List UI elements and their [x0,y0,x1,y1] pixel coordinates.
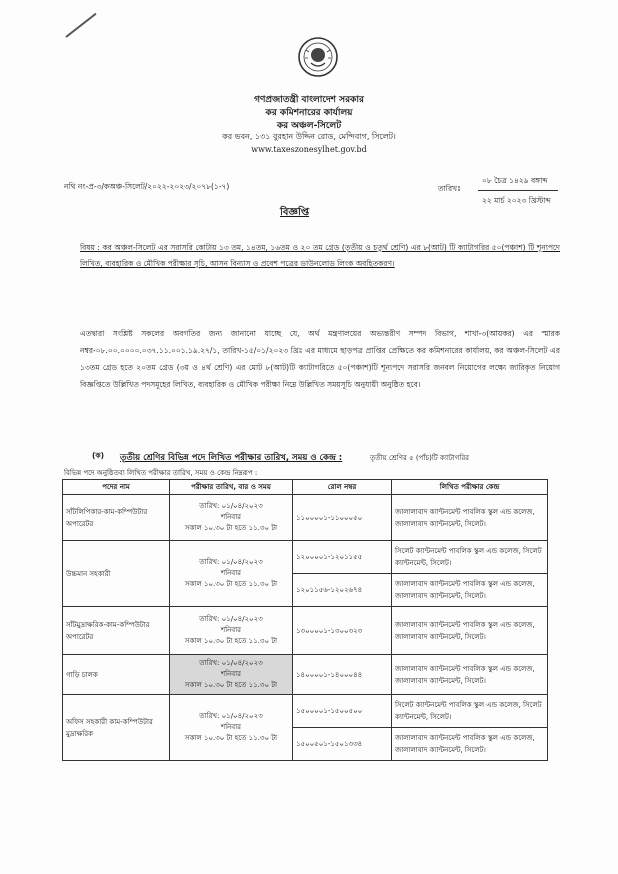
exam-time: সকাল ১০.৩০ টা হতে ১১.৩০ টা [184,734,278,742]
section-subtitle: বিভিন্ন পদে অনুষ্ঠিতব্য লিখিত পরীক্ষার তারিখ, সময় ও কেন্দ্র নিম্নরূপ : [64,469,258,477]
exam-date: তারিখ: ০১/০৪/২০২৩ [199,659,263,667]
roll-cell: ১২০১১৫৬-১২০২৬৭৪ [293,574,392,607]
date-cell [170,655,293,695]
center-cell: জালালাবাদ ক্যান্টনমেন্ট পাবলিক স্কুল এন্ড কলেজ, জালালাবাদ ক্যান্টনমেন্ট, সিলেট। [392,495,548,541]
center-cell: জালালাবাদ ক্যান্টনমেন্ট পাবলিক স্কুল এন্ড কলেজ, জালালাবাদ ক্যান্টনমেন্ট, সিলেট। [392,655,548,695]
post-cell: সাঁটলিপিকার-কাম-কম্পিউটার অপারেটর [63,495,170,541]
exam-date: তারিখ: ০১/০৪/২০২৩ [199,502,263,510]
center-cell: সিলেট ক্যান্টনমেন্ট পাবলিক স্কুল এন্ড কলেজ, সিলেট ক্যান্টনমেন্ট, সিলেট। [392,541,548,574]
section-tail: তৃতীয় শ্রেণির ৫ (পাঁচ)টি ক্যাটাগরির [370,454,470,462]
header-address: কর ভবন, ১৩১ বুরহান উদ্দিন রোড, মেন্দিবাগ, সিলেট। [222,132,396,141]
exam-time: সকাল ১০.৩০ টা হতে ১১.৩০ টা [184,681,278,689]
post-cell: উচ্চমান সহকারী [63,541,170,607]
table-row [63,655,548,695]
exam-day: শনিবার [220,670,242,678]
center-cell: জালালাবাদ ক্যান্টনমেন্ট পাবলিক স্কুল এন্ড কলেজ, জালালাবাদ ক্যান্টনমেন্ট, সিলেট। [392,728,548,761]
notice-body: এতদ্বারা সংশ্লিষ্ট সকলের অবগতির জন্য জানানো যাচ্ছে যে, অর্থ মন্ত্রণালয়ের অভ্যন্তরীণ সম্পদ বিভাগ, শাখা-৩(আয়কর) এর স্মারক নম্বর-০৮.০০.০০০০.০৩৭.১১.০০১.১৯.২৭/১, তারিখ-১৫/০১/২০২৩ খ্রিঃ এর মাধ্যমে ছাড়পত্র প্রাপ্তির প্রেক্ষিতে কর কমিশনারের কার্যালয়, কর অঞ্চল-সিলেট এর ১৩তম গ্রেড হতে ২০তম গ্রেড (৩য় ও ৪র্থ শ্রেণি) এর মোট ৮(আট)টি ক্যাটাগরিতে ৫০(পঞ্চাশ)টি শূন্যপদে সরাসরি জনবল নিয়োগের লক্ষ্যে জারিকৃত নিয়োগ বিজ্ঞপ্তিতে উল্লিখিত পদসমূহের লিখিত, ব্যবহারিক ও মৌখিক পরীক্ষা নিম্নে উল্লিখিত সময়সূচি অনুযায়ী অনুষ্ঠিত হবে। [80,329,560,389]
date-english: ২২ মার্চ ২০২৩ খ্রিস্টাব্দ [482,196,551,205]
col-center: লিখিত পরীক্ষার কেন্দ্র [392,480,548,495]
exam-date: তারিখ: ০১/০৪/২০২৩ [199,558,263,566]
reference-number: নথি নং-প্র-৩/কঅঞ্চ-সিলেট/২০২২-২০২৩/২০৭৮(১-৭) [64,182,230,191]
post-cell: সাঁটমুদ্রাক্ষরিক-কাম-কম্পিউটার অপারেটর [63,607,170,655]
notice-subject: বিষয় : কর অঞ্চল-সিলেট এর সরাসরি কোটায় ১৩ তম, ১৪তম, ১৬তম ও ২০ তম গ্রেড (তৃতীয় ও চতুর্থ শ্রেণি) এর ৮(আট) টি ক্যাটাগরির ৫০(পঞ্চাশ) টি শূন্যপদে লিখিত, ব্যবহারিক ও মৌখিক পরীক্ষার সূচি, আসন বিন্যাস ও প্রবেশ পত্রের ডাউনলোড লিংক অবহিতকরণ। [80,243,560,268]
header-website[interactable]: www.taxeszonesylhet.gov.bd [251,145,367,154]
exam-day: শনিবার [220,723,242,731]
date-cell [170,695,293,761]
col-roll: রোল নম্বর [293,480,392,495]
post-cell: অফিস সহকারী কাম-কম্পিউটার মুদ্রাক্ষরিক [63,695,170,761]
center-cell: সিলেট ক্যান্টনমেন্ট পাবলিক স্কুল এন্ড কলেজ, সিলেট ক্যান্টনমেন্ট, সিলেট। [392,695,548,728]
exam-time: সকাল ১০.৩০ টা হতে ১১.৩০ টা [184,580,278,588]
date-cell [170,541,293,607]
table-row [63,607,548,655]
roll-cell: ১৫০০০০১-১৫০০৫০০ [293,695,392,728]
header-zone: কর অঞ্চল-সিলেট [276,121,342,131]
exam-day: শনিবার [220,626,242,634]
center-cell: জালালাবাদ ক্যান্টনমেন্ট পাবলিক স্কুল এন্ড কলেজ, জালালাবাদ ক্যান্টনমেন্ট, সিলেট। [392,607,548,655]
table-row [63,541,548,574]
government-seal-icon [297,36,339,78]
date-divider [478,190,558,191]
date-cell [170,607,293,655]
table-row [63,695,548,728]
col-post: পদের নাম [63,480,170,495]
table-row [63,495,548,541]
date-label: তারিখঃ [438,184,461,193]
col-date: পরীক্ষার তারিখ, বার ও সময় [170,480,293,495]
date-bangla: ০৮ চৈত্র ১৪২৯ বঙ্গাব্দ [482,176,548,185]
exam-day: শনিবার [220,569,242,577]
pen-mark [65,13,96,38]
exam-time: সকাল ১০.৩০ টা হতে ১১.৩০ টা [184,637,278,645]
date-cell [170,495,293,541]
section-title: তৃতীয় শ্রেণির বিভিন্ন পদে লিখিত পরীক্ষার তারিখ, সময় ও কেন্দ্র : [120,453,343,463]
roll-cell: ১৫০০৫০১-১৫০১৩৩৪ [293,728,392,761]
section-mark: (ক) [92,451,105,460]
exam-day: শনিবার [220,513,242,521]
roll-cell: ১৪০০০০১-১৪০০০৪৪ [293,655,392,695]
exam-schedule-table [62,479,548,761]
post-cell: গাড়ি চালক [63,655,170,695]
roll-cell: ১১০০০০১-১১০০০৫০ [293,495,392,541]
header-office: কর কমিশনারের কার্যালয় [265,108,353,118]
exam-time: সকাল ১০.৩০ টা হতে ১১.৩০ টা [184,524,278,532]
table-header-row [63,480,548,495]
exam-date: তারিখ: ০১/০৪/২০২৩ [199,615,263,623]
roll-cell: ১২০০০০১-১২০১১৫৫ [293,541,392,574]
notice-title: বিজ্ঞপ্তি [280,207,310,218]
header-gov: গণপ্রজাতন্ত্রী বাংলাদেশ সরকার [254,95,364,105]
roll-cell: ১৩০০০০১-১৩০০৩২৩ [293,607,392,655]
exam-date: তারিখ: ০১/০৪/২০২৩ [199,712,263,720]
center-cell: জালালাবাদ ক্যান্টনমেন্ট পাবলিক স্কুল এন্ড কলেজ, জালালাবাদ ক্যান্টনমেন্ট, সিলেট। [392,574,548,607]
